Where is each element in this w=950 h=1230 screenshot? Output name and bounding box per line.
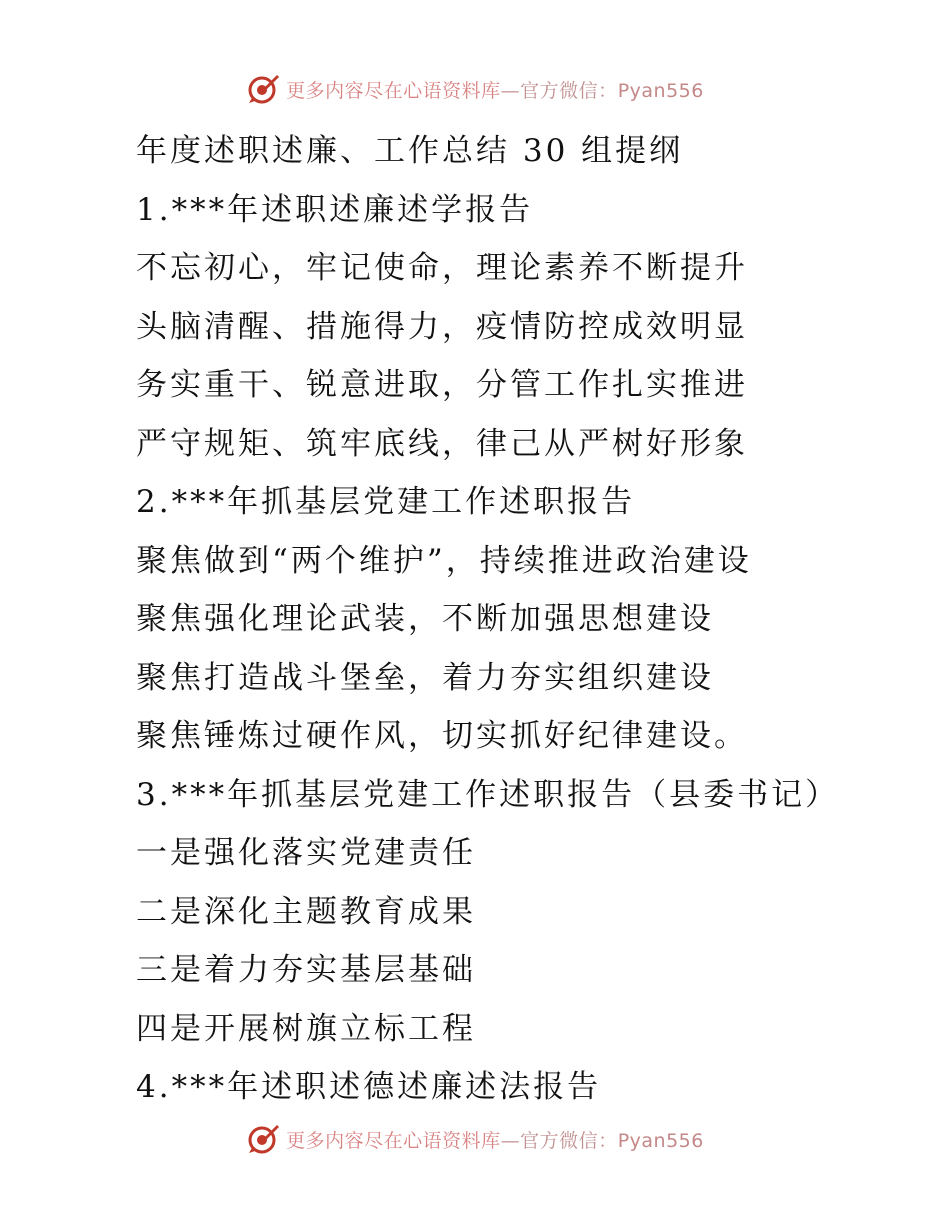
outline-item: 二是深化主题教育成果 [136,893,476,930]
watermark-banner-bottom [0,1122,950,1156]
watermark-handle: Pyan556 [617,79,704,102]
watermark-main: 更多内容尽在心语资料库 [286,79,501,102]
watermark-banner-top [0,72,950,106]
outline-item: 四是开展树旗立标工程 [136,1010,476,1047]
watermark-dash: — [500,79,521,102]
outline-item: 聚焦锤炼过硬作风，切实抓好纪律建设。 [136,718,748,754]
outline-item: 头脑清醒、措施得力，疫情防控成效明显 [136,308,748,345]
outline-item: 严守规矩、筑牢底线，律己从严树好形象 [136,425,748,462]
outline-item: 聚焦做到“两个维护”，持续推进政治建设 [136,542,752,579]
watermark-main: 更多内容尽在心语资料库 [286,1129,501,1152]
document-body [136,122,926,1117]
section-heading-3: 3.***年抓基层党建工作述职报告（县委书记） [136,776,840,813]
watermark-text [286,76,704,103]
outline-item: 不忘初心，牢记使命，理论素养不断提升 [136,250,748,286]
document-title: 年度述职述廉、工作总结 30 组提纲 [136,133,684,169]
outline-item: 一是强化落实党建责任 [136,835,476,871]
watermark-text [286,1126,704,1153]
outline-item: 务实重干、锐意进取，分管工作扎实推进 [136,367,748,403]
watermark-sub: 官方微信： [520,79,618,102]
outline-item: 聚焦打造战斗堡垒，着力夯实组织建设 [136,659,714,696]
pen-logo-icon [246,72,280,106]
watermark-sub: 官方微信： [520,1129,618,1152]
outline-item: 聚焦强化理论武装，不断加强思想建设 [136,601,714,637]
outline-item: 三是着力夯实基层基础 [136,952,476,988]
pen-logo-icon [246,1122,280,1156]
watermark-dash: — [500,1129,521,1152]
watermark-handle: Pyan556 [617,1129,704,1152]
section-heading-1: 1.***年述职述廉述学报告 [136,191,534,228]
section-heading-4: 4.***年述职述德述廉述法报告 [136,1069,602,1105]
section-heading-2: 2.***年抓基层党建工作述职报告 [136,484,636,520]
